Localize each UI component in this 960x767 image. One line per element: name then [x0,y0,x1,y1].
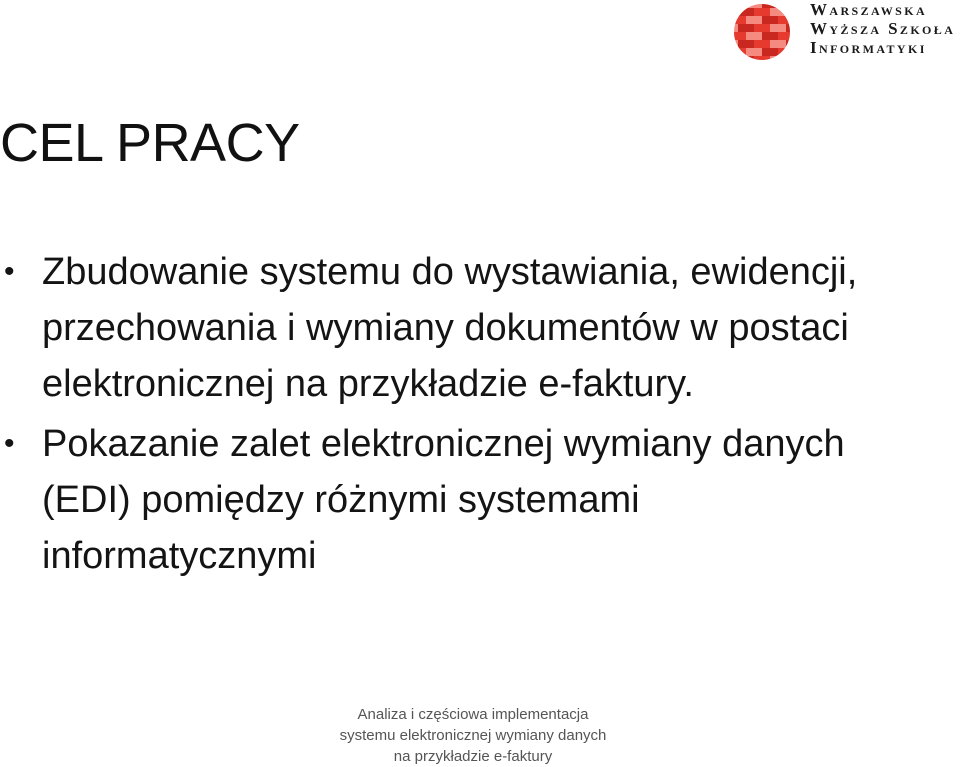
logo-tile [770,16,778,24]
logo-tile [762,56,770,61]
footer-line-1: Analiza i częściowa implementacja [357,706,589,723]
logo-tile [754,32,762,40]
logo-tile [786,32,792,40]
bullet-item [0,244,900,412]
logo-tile [778,16,786,24]
logo-tile [786,48,792,56]
logo-wordmark [810,0,960,57]
logo-tile [732,24,738,32]
red-checker-circle-icon [732,3,792,61]
footer-line-2: systemu elektronicznej wymiany danych [339,727,607,744]
logo-tile [732,56,738,61]
logo-tile [762,8,770,16]
logo-tile [786,16,792,24]
logo-tile [762,16,770,24]
logo-tile [754,24,762,32]
logo-line-2: Wyższa Szkoła [810,19,956,38]
logo-tile [746,56,754,61]
logo-tile [738,48,746,56]
logo-tile [738,56,746,61]
logo-tile [746,8,754,16]
logo-tile [786,40,792,48]
logo-tile [746,40,754,48]
logo-tile [778,24,786,32]
logo-tile [732,16,738,24]
logo-line-3: Informatyki [810,38,927,57]
bullet-list [0,244,900,588]
logo-tile [738,16,746,24]
school-logo [730,0,960,66]
logo-tile [762,3,770,8]
bullet-text: Zbudowanie systemu do wystawiania, ewidencji, przechowania i wymiany dokumentów w postaci elektronicznej na przykładzie e-faktury. [42,251,858,405]
slide-footer [322,704,624,767]
logo-tile [746,3,754,8]
logo-tile [746,16,754,24]
logo-tile [770,40,778,48]
logo-tile [778,3,786,8]
bullet-item [0,416,900,584]
logo-tile [786,24,792,32]
logo-tile [746,32,754,40]
bullet-dot: • [4,255,15,288]
logo-line-1: Warszawska [810,0,928,19]
logo-tile [778,40,786,48]
logo-tile [746,24,754,32]
logo-tile [754,3,762,8]
logo-tile [754,40,762,48]
logo-tile [754,48,762,56]
logo-tile [778,8,786,16]
logo-tile [770,48,778,56]
logo-tile [738,32,746,40]
logo-tile [778,32,786,40]
logo-tile [738,3,746,8]
logo-tile [778,48,786,56]
logo-tile [762,24,770,32]
footer-line-3: na przykładzie e-faktury [393,748,553,765]
logo-tile [732,32,738,40]
logo-tile [732,40,738,48]
logo-tile [770,8,778,16]
logo-tile [786,3,792,8]
logo-tile [754,16,762,24]
logo-tile [732,48,738,56]
logo-tile [762,32,770,40]
logo-tile [778,56,786,61]
logo-tile [786,8,792,16]
logo-tile [738,8,746,16]
logo-tile [762,48,770,56]
slide-title: CEL PRACY [0,113,300,173]
logo-tile [786,56,792,61]
logo-tile [770,3,778,8]
bullet-dot: • [4,427,15,460]
logo-tile [770,32,778,40]
logo-tile [754,8,762,16]
logo-tile [770,56,778,61]
logo-tile [746,48,754,56]
logo-tile [732,8,738,16]
logo-tile [770,24,778,32]
logo-tile [732,3,738,8]
logo-tile [738,40,746,48]
bullet-text: Pokazanie zalet elektronicznej wymiany danych (EDI) pomiędzy różnymi systemami informatycznymi [42,423,845,577]
logo-tile [738,24,746,32]
logo-tile [762,40,770,48]
logo-tile [754,56,762,61]
